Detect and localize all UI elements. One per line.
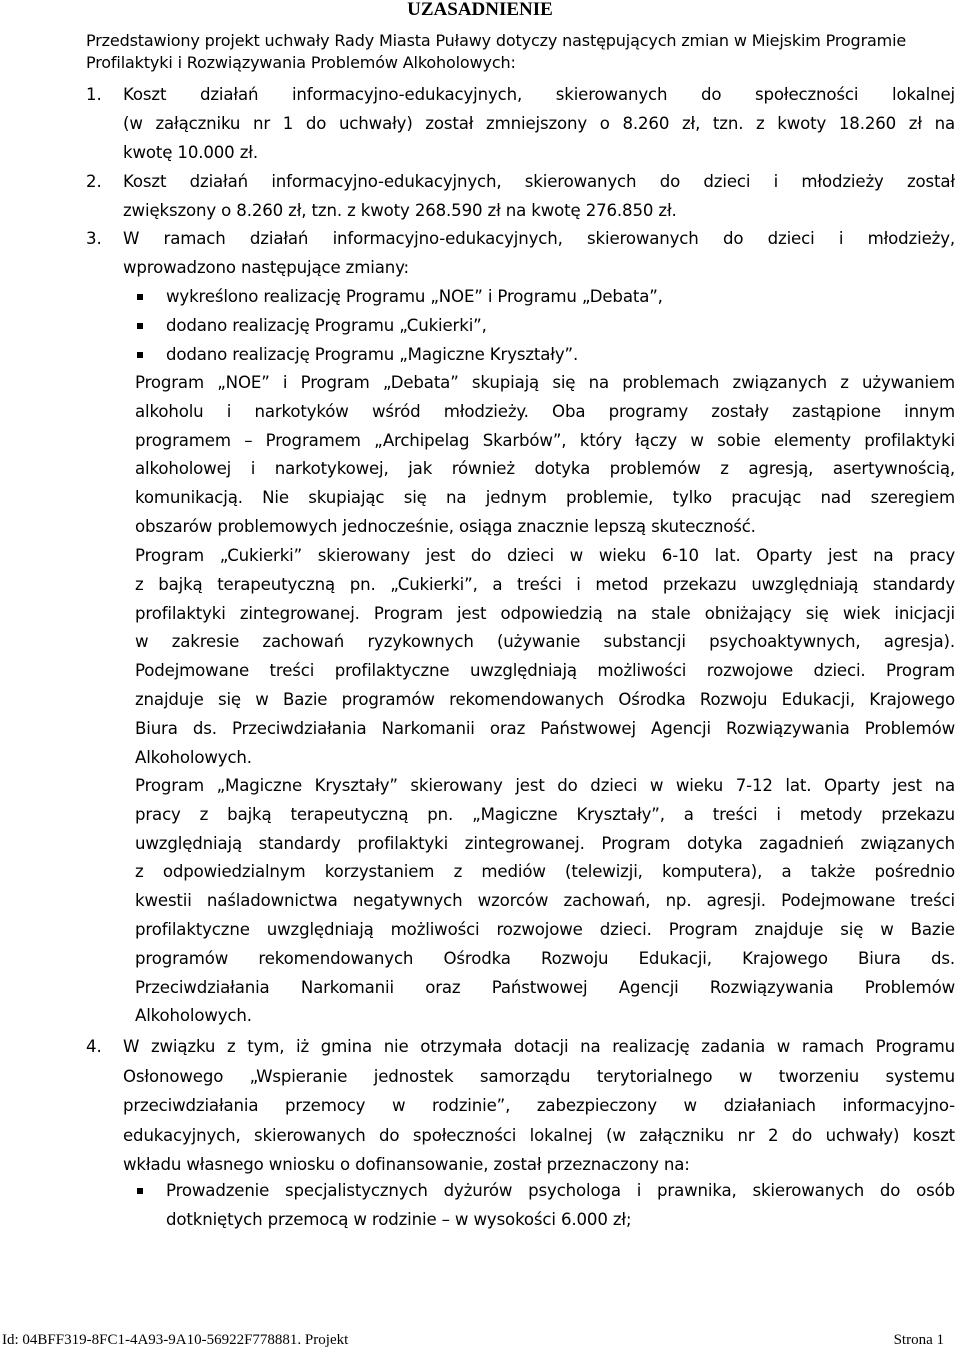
paragraph-line: komunikacją. Nie skupiając się na jednym problemie, tylko pracując nad szeregiem	[135, 488, 955, 508]
bullet-item-text: dotkniętych przemocą w rodzinie – w wysokości 6.000 zł;	[166, 1210, 632, 1229]
paragraph-line: z bajką terapeutyczną pn. „Cukierki”, a treści i metod przekazu uwzględniają standardy	[135, 574, 955, 594]
document-title: UZASADNIENIE	[407, 0, 553, 20]
item-number: 2.	[86, 172, 102, 191]
footer-document-id: Id: 04BFF319-8FC1-4A93-9A10-56922F778881. Projekt	[2, 1332, 349, 1348]
footer-page-number: Strona 1	[893, 1332, 944, 1348]
paragraph-line: Program „Cukierki” skierowany jest do dzieci w wieku 6-10 lat. Oparty jest na pracy	[135, 546, 955, 565]
item-line: wkładu własnego wniosku o dofinansowanie, został przeznaczony na:	[123, 1155, 690, 1174]
item-number: 3.	[86, 229, 102, 248]
paragraph-line: programem – Programem „Archipelag Skarbów”, który łączy w sobie elementy profilaktyki	[135, 430, 955, 450]
item-number: 4.	[86, 1037, 102, 1056]
item-line: W ramach działań informacyjno-edukacyjnych, skierowanych do dzieci i młodzieży,	[123, 229, 955, 248]
paragraph-line: alkoholu i narkotyków wśród młodzieży. Oba programy zostały zastąpione innym	[135, 401, 955, 421]
item-line: przeciwdziałania przemocy w rodzinie”, zabezpieczony w działaniach informacyjno-	[123, 1096, 955, 1115]
intro-line: Profilaktyki i Rozwiązywania Problemów Alkoholowych:	[86, 53, 516, 72]
bullet-marker	[137, 352, 143, 358]
paragraph-line: Przeciwdziałania Narkomanii oraz Państwowej Agencji Rozwiązywania Problemów	[135, 977, 955, 997]
item-line: (w załączniku nr 1 do uchwały) został zmniejszony o 8.260 zł, tzn. z kwoty 18.260 zł na	[123, 114, 955, 133]
item-line: kwotę 10.000 zł.	[123, 143, 258, 162]
paragraph-line: Alkoholowych.	[135, 1006, 252, 1026]
item-line: edukacyjnych, skierowanych do społeczności lokalnej (w załączniku nr 2 do uchwały) koszt	[123, 1125, 955, 1145]
intro-line: Przedstawiony projekt uchwały Rady Miasta Puławy dotyczy następujących zmian w Miejskim Programie	[86, 31, 907, 50]
paragraph-line: w zakresie zachowań ryzykownych (używanie substancji psychoaktywnych, agresja).	[135, 632, 955, 652]
bullet-item-text: dodano realizację Programu „Cukierki”,	[166, 316, 487, 335]
paragraph-line: Program „Magiczne Kryształy” skierowany jest do dzieci w wieku 7-12 lat. Oparty jest na	[135, 776, 955, 795]
paragraph-line: profilaktyczne uwzględniają możliwości rozwojowe dzieci. Program znajduje się w Bazie	[135, 920, 955, 939]
paragraph-line: z odpowiedzialnym korzystaniem z mediów (telewizji, komputera), a także pośrednio	[135, 862, 955, 882]
paragraph-line: alkoholowej i narkotykowej, jak również dotyka problemów z agresją, asertywnością,	[135, 459, 955, 479]
bullet-item-text: dodano realizację Programu „Magiczne Kryształy”.	[166, 345, 579, 364]
paragraph-line: Program „NOE” i Program „Debata” skupiają się na problemach związanych z używaniem	[135, 373, 955, 392]
item-line: Osłonowego „Wspieranie jednostek samorządu terytorialnego w tworzeniu systemu	[123, 1066, 955, 1086]
item-line: wprowadzono następujące zmiany:	[123, 258, 409, 277]
paragraph-line: pracy z bajką terapeutyczną pn. „Magiczne Kryształy”, a treści i metody przekazu	[135, 804, 955, 824]
paragraph-line: profilaktyki zintegrowanej. Program jest odpowiedzią na stale obniżający się wiek inicjacji	[135, 603, 955, 623]
paragraph-line: uwzględniają standardy profilaktyki zintegrowanej. Program dotyka zagadnień związanych	[135, 833, 955, 853]
bullet-marker	[137, 294, 143, 300]
paragraph-line: znajduje się w Bazie programów rekomendowanych Ośrodka Rozwoju Edukacji, Krajowego	[135, 690, 955, 709]
item-line: zwiększony o 8.260 zł, tzn. z kwoty 268.590 zł na kwotę 276.850 zł.	[123, 201, 677, 220]
bullet-item-text: wykreślono realizację Programu „NOE” i Programu „Debata”,	[166, 287, 663, 306]
bullet-marker	[137, 323, 143, 329]
paragraph-line: Alkoholowych.	[135, 747, 252, 767]
bullet-marker	[137, 1188, 143, 1194]
paragraph-line: Podejmowane treści profilaktyczne uwzględniają możliwości rozwojowe dzieci. Program	[135, 661, 955, 681]
item-number: 1.	[86, 85, 102, 104]
item-line: Koszt działań informacyjno-edukacyjnych, skierowanych do społeczności lokalnej	[123, 85, 955, 104]
item-line: W związku z tym, iż gmina nie otrzymała dotacji na realizację zadania w ramach Programu	[123, 1037, 955, 1056]
paragraph-line: Biura ds. Przeciwdziałania Narkomanii oraz Państwowej Agencji Rozwiązywania Problemów	[135, 718, 955, 738]
paragraph-line: obszarów problemowych jednocześnie, osiąga znacznie lepszą skuteczność.	[135, 517, 756, 536]
paragraph-line: programów rekomendowanych Ośrodka Rozwoju Edukacji, Krajowego Biura ds.	[135, 948, 955, 968]
paragraph-line: kwestii naśladownictwa negatywnych wzorców zachowań, np. agresji. Podejmowane treści	[135, 891, 955, 911]
item-line: Koszt działań informacyjno-edukacyjnych, skierowanych do dzieci i młodzieży został	[123, 172, 955, 191]
bullet-item-text: Prowadzenie specjalistycznych dyżurów psychologa i prawnika, skierowanych do osób	[166, 1181, 955, 1200]
